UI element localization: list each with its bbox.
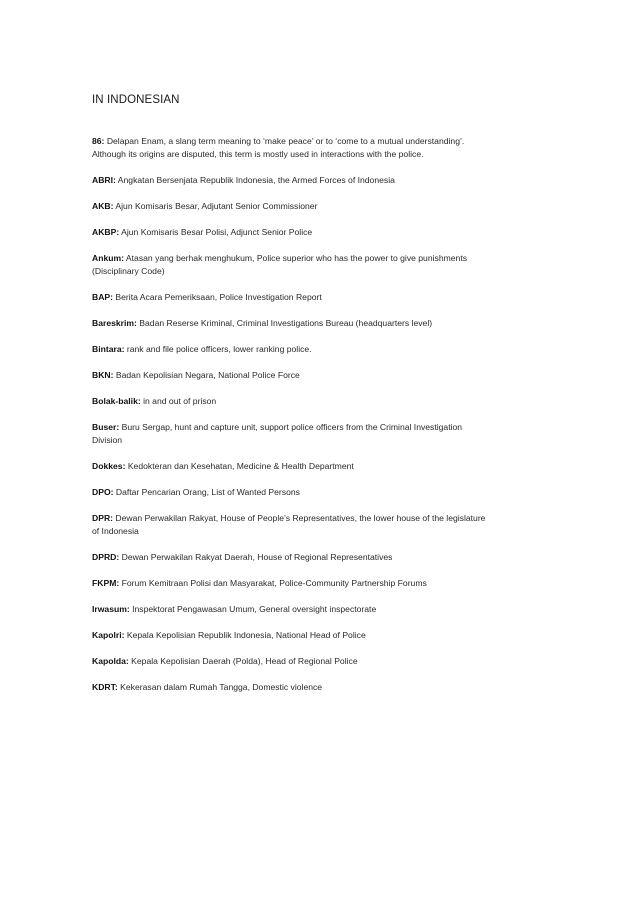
- glossary-entry: [92, 252, 492, 278]
- glossary-term: Bolak-balik:: [92, 396, 141, 406]
- glossary-entry: [92, 343, 492, 356]
- section-heading: IN INDONESIAN: [92, 94, 180, 106]
- glossary-definition: Kepala Kepolisian Daerah (Polda), Head of Regional Police: [131, 656, 358, 666]
- glossary-definition: Dewan Perwakilan Rakyat, House of People’s Representatives, the lower house of the legislature of Indonesia: [92, 513, 486, 536]
- glossary-definition: Inspektorat Pengawasan Umum, General oversight inspectorate: [132, 604, 377, 614]
- glossary-definition: Kekerasan dalam Rumah Tangga, Domestic violence: [120, 682, 323, 692]
- glossary-entry: [92, 629, 492, 642]
- glossary-definition: Angkatan Bersenjata Republik Indonesia, the Armed Forces of Indonesia: [117, 175, 395, 185]
- glossary-entry: [92, 291, 492, 304]
- glossary-term: Bintara:: [92, 344, 125, 354]
- glossary-definition: Buru Sergap, hunt and capture unit, support police officers from the Criminal Investigation Division: [92, 422, 463, 445]
- glossary-definition: Delapan Enam, a slang term meaning to ‘make peace’ or to ‘come to a mutual understanding’. Although its origins are disputed, this term is mostly used in interactions with the police.: [92, 136, 465, 159]
- glossary-definition: Ajun Komisaris Besar Polisi, Adjunct Senior Police: [121, 227, 313, 237]
- glossary-entry: [92, 551, 492, 564]
- glossary-definition: Ajun Komisaris Besar, Adjutant Senior Commissioner: [115, 201, 318, 211]
- glossary-term: FKPM:: [92, 578, 120, 588]
- glossary-definition: rank and file police officers, lower ranking police.: [126, 344, 312, 354]
- glossary-entry: [92, 655, 492, 668]
- glossary-term: DPR:: [92, 513, 114, 523]
- glossary-definition: Atasan yang berhak menghukum, Police superior who has the power to give punishments (Disciplinary Code): [92, 253, 468, 276]
- glossary-definition: Dewan Perwakilan Rakyat Daerah, House of Regional Representatives: [121, 552, 393, 562]
- glossary-definition: Daftar Pencarian Orang, List of Wanted Persons: [115, 487, 300, 497]
- glossary-definition: in and out of prison: [143, 396, 217, 406]
- glossary-term: BAP:: [92, 292, 114, 302]
- glossary-entry: [92, 317, 492, 330]
- glossary-entry: [92, 226, 492, 239]
- glossary-entry: [92, 512, 492, 538]
- glossary-definition: Kedokteran dan Kesehatan, Medicine & Health Department: [127, 461, 354, 471]
- glossary-definition: Berita Acara Pemeriksaan, Police Investigation Report: [115, 292, 322, 302]
- glossary-term: Bareskrim:: [92, 318, 137, 328]
- glossary-entry: [92, 135, 492, 161]
- glossary-entry: [92, 200, 492, 213]
- glossary-entry: [92, 603, 492, 616]
- glossary-entry: [92, 395, 492, 408]
- glossary-term: Ankum:: [92, 253, 124, 263]
- glossary-term: Dokkes:: [92, 461, 126, 471]
- glossary-term: Kapolri:: [92, 630, 125, 640]
- glossary-list: [92, 135, 492, 694]
- glossary-entry: [92, 421, 492, 447]
- glossary-definition: Kepala Kepolisian Republik Indonesia, National Head of Police: [126, 630, 366, 640]
- glossary-term: BKN:: [92, 370, 114, 380]
- glossary-page: [92, 94, 492, 707]
- glossary-term: DPRD:: [92, 552, 120, 562]
- glossary-entry: [92, 174, 492, 187]
- glossary-term: AKBP:: [92, 227, 120, 237]
- glossary-term: Buser:: [92, 422, 120, 432]
- glossary-term: 86:: [92, 136, 105, 146]
- glossary-term: KDRT:: [92, 682, 118, 692]
- glossary-entry: [92, 486, 492, 499]
- glossary-entry: [92, 369, 492, 382]
- glossary-entry: [92, 681, 492, 694]
- glossary-term: Irwasum:: [92, 604, 130, 614]
- glossary-term: ABRI:: [92, 175, 116, 185]
- glossary-entry: [92, 577, 492, 590]
- glossary-entry: [92, 460, 492, 473]
- glossary-term: Kapolda:: [92, 656, 129, 666]
- glossary-term: AKB:: [92, 201, 114, 211]
- glossary-definition: Badan Reserse Kriminal, Criminal Investigations Bureau (headquarters level): [139, 318, 433, 328]
- glossary-definition: Forum Kemitraan Polisi dan Masyarakat, Police-Community Partnership Forums: [121, 578, 427, 588]
- glossary-term: DPO:: [92, 487, 114, 497]
- glossary-definition: Badan Kepolisian Negara, National Police Force: [115, 370, 300, 380]
